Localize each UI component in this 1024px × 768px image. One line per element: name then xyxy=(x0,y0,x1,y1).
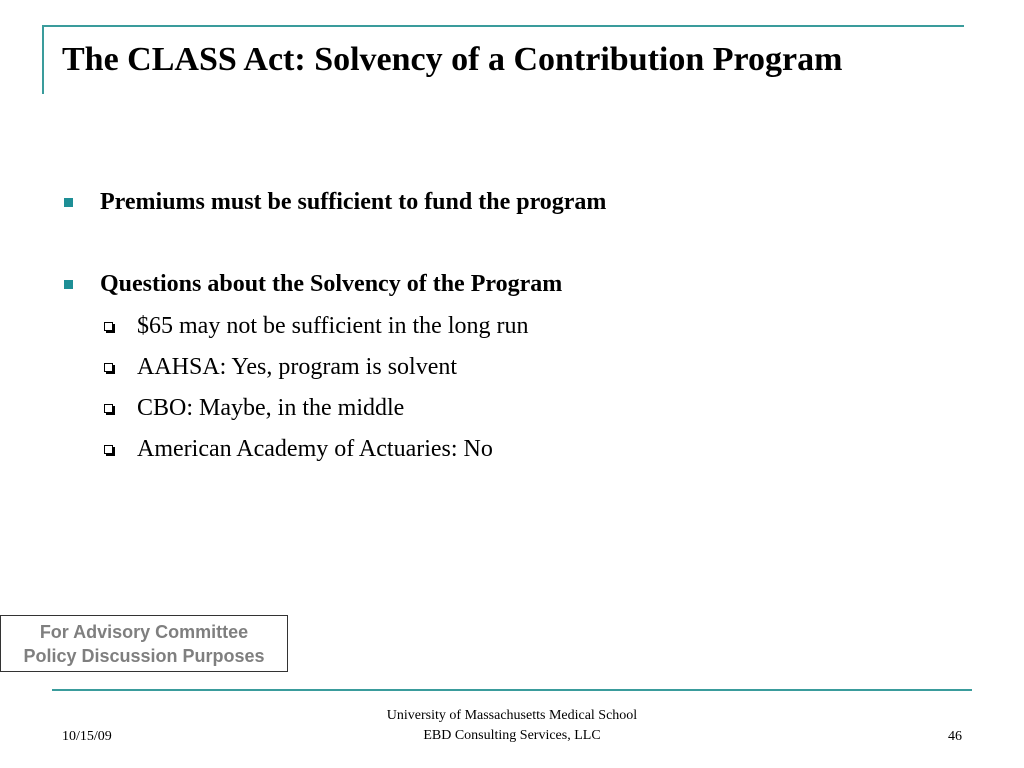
sub-bullet-checkbox-icon xyxy=(104,445,113,454)
bullet-item-questions: Questions about the Solvency of the Program xyxy=(100,271,563,297)
footer-date: 10/15/09 xyxy=(62,729,112,744)
sub-bullet-checkbox-icon xyxy=(104,363,113,372)
sub-bullet-checkbox-icon xyxy=(104,404,113,413)
sub-bullet-checkbox-icon xyxy=(104,322,113,331)
advisory-line-1: For Advisory Committee xyxy=(39,622,249,642)
footer-org-line-2: EBD Consulting Services, LLC xyxy=(423,728,601,743)
advisory-line-2: Policy Discussion Purposes xyxy=(23,646,265,666)
slide-title: The CLASS Act: Solvency of a Contribution Program xyxy=(62,41,843,78)
sub-bullet-item-actuaries: American Academy of Actuaries: No xyxy=(137,436,493,462)
sub-bullet-item-65-dollars: $65 may not be sufficient in the long run xyxy=(137,313,529,339)
advisory-notice-box xyxy=(0,615,288,672)
footer-organization xyxy=(312,706,712,746)
bullet-square-icon xyxy=(64,280,73,289)
footer-rule xyxy=(52,689,972,691)
bullet-square-icon xyxy=(64,198,73,207)
footer-org-line-1: University of Massachusetts Medical School xyxy=(386,708,638,723)
sub-bullet-item-cbo: CBO: Maybe, in the middle xyxy=(137,395,405,421)
bullet-item-premiums: Premiums must be sufficient to fund the program xyxy=(100,189,607,215)
sub-bullet-item-aahsa: AAHSA: Yes, program is solvent xyxy=(137,354,458,380)
footer-page-number: 46 xyxy=(948,729,962,744)
